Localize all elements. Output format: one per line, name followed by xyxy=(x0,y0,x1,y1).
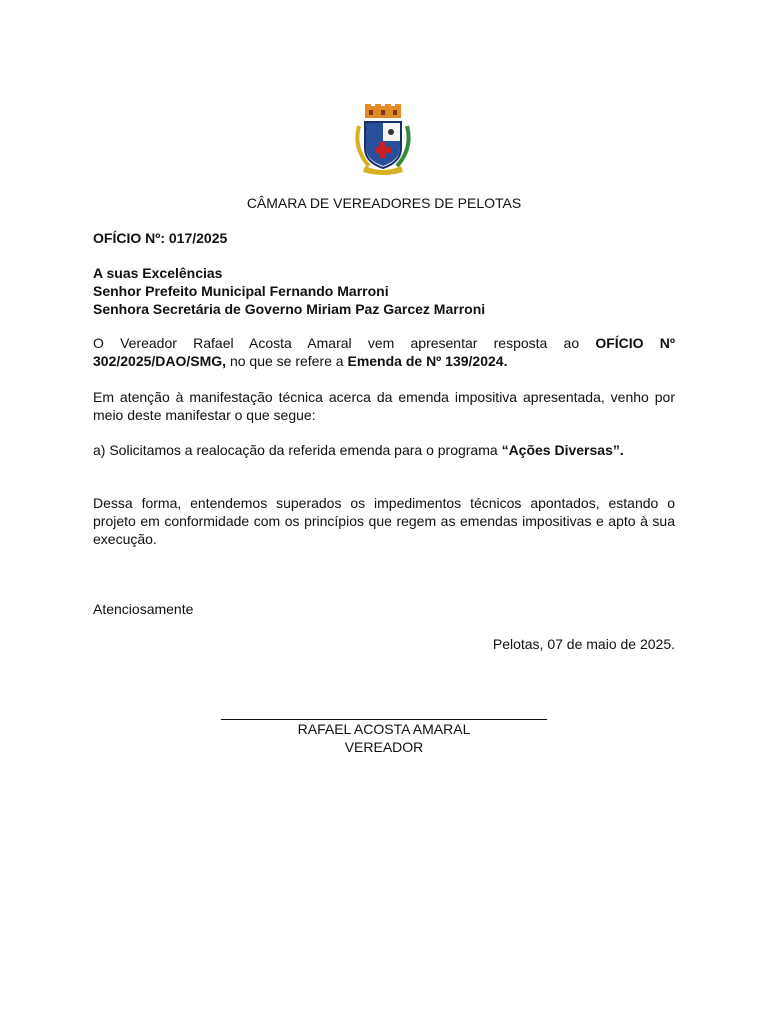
closing-salutation: Atenciosamente xyxy=(93,601,194,617)
paragraph-request xyxy=(93,441,675,459)
document-date: Pelotas, 07 de maio de 2025. xyxy=(492,636,675,652)
pelotas-coat-of-arms-icon xyxy=(351,104,415,176)
paragraph-text: a) Solicitamos a realocação da referida emenda para o programa xyxy=(93,442,502,458)
recipients-block xyxy=(93,264,485,318)
paragraph-text: no que se refere a xyxy=(226,353,348,369)
signer-name: RAFAEL ACOSTA AMARAL xyxy=(297,721,471,737)
emenda-reference: Emenda de Nº 139/2024. xyxy=(347,353,508,369)
recipient-line: Senhor Prefeito Municipal Fernando Marroni xyxy=(93,283,389,299)
signer-role: VEREADOR xyxy=(344,739,424,755)
recipient-line: Senhora Secretária de Governo Miriam Paz Garcez Marroni xyxy=(93,301,486,317)
signature-block xyxy=(221,702,547,756)
oficio-reference: OFÍCIO Nº 302/2025/DAO/SMG, xyxy=(93,335,675,369)
paragraph-text: O Vereador Rafael Acosta Amaral vem apresentar resposta ao xyxy=(93,335,596,351)
paragraph-conclusion: Dessa forma, entendemos superados os impedimentos técnicos apontados, estando o projeto em conformidade com os princípios que regem as emendas impositivas e apto à sua execução. xyxy=(93,495,675,547)
recipient-line: A suas Excelências xyxy=(93,265,223,281)
program-name: “Ações Diversas”. xyxy=(501,442,624,458)
institution-name: CÂMARA DE VEREADORES DE PELOTAS xyxy=(246,195,522,211)
oficio-number: OFÍCIO Nº: 017/2025 xyxy=(93,230,228,246)
paragraph-attention: Em atenção à manifestação técnica acerca da emenda impositiva apresentada, venho por meio deste manifestar o que segue: xyxy=(93,389,675,423)
paragraph-response xyxy=(93,334,675,370)
